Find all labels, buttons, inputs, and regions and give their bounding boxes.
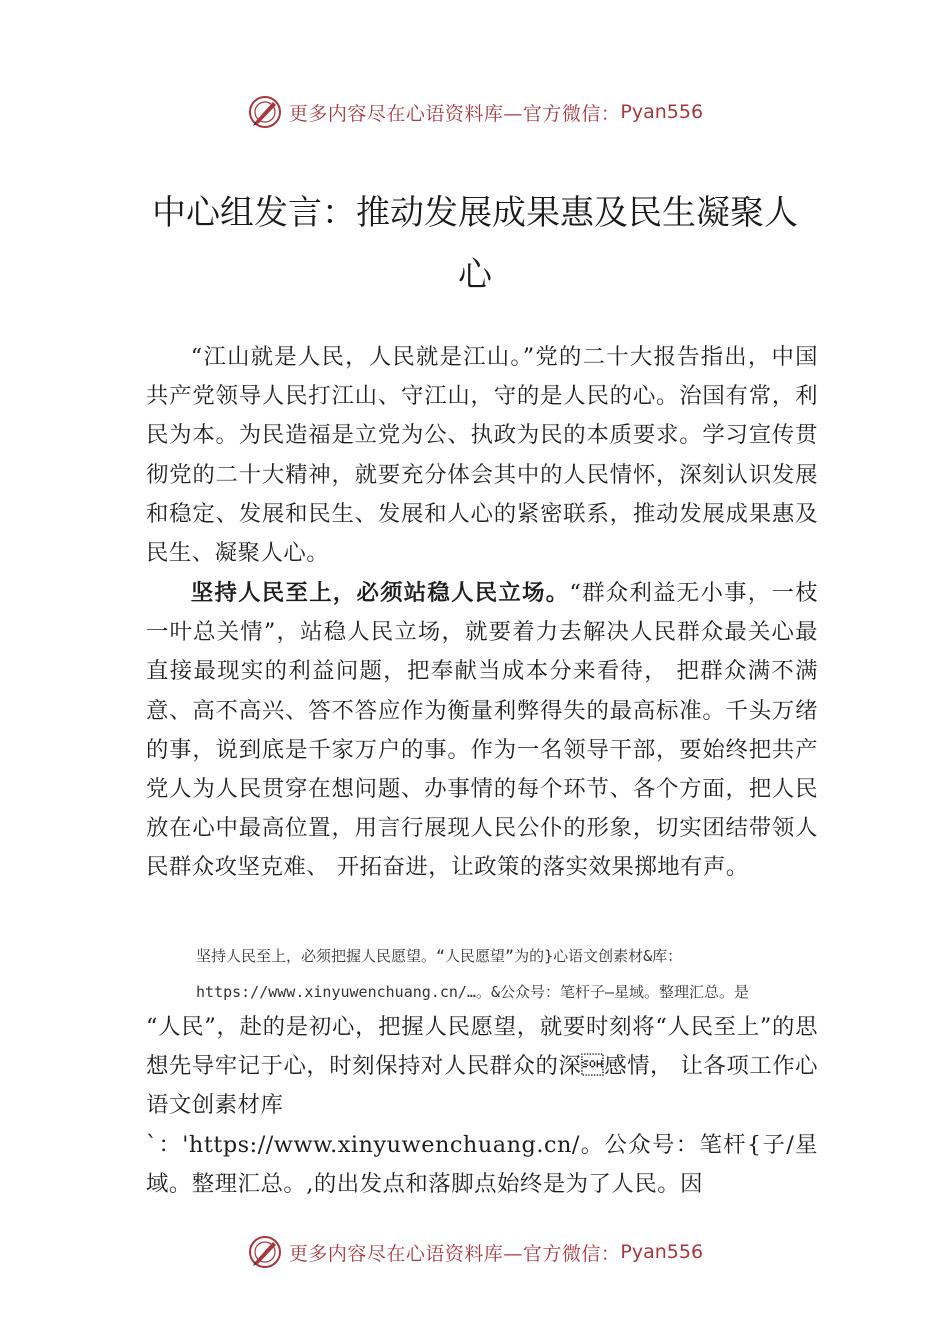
header-watermark-banner bbox=[0, 92, 950, 132]
small-text-block bbox=[196, 938, 816, 1010]
page-title: 中心组发言：推动发展成果惠及民生凝聚人心 bbox=[152, 193, 798, 295]
banner-text: 更多内容尽在心语资料库—官方微信： bbox=[288, 1242, 621, 1265]
paragraph-people-wish-text-a: “人民”，赴的是初心，把握人民愿望，就要时刻将“人民至上”的思想先导牢记于心，时刻保持对人民群众的深感情， 让各项工作心语文创素材库 bbox=[146, 1014, 818, 1119]
paragraph-body: “群众利益无小事，一枝一叶总关情”，站稳人民立场，就要着力去解决人民群众最关心最直接最现实的利益问题，把奉献当成本分来看待， 把群众满不满意、高不高兴、答不答应作为衡量利弊得失的最高标准。千头万绪的事，说到底是千家万户的事。作为一名领导干部，要始终把共产党人为人民贯穿在想问题、办事情的每个环节、各个方面，把人民放在心中最高位置，用言行展现人民公仆的形象，切实团结带领人民群众攻坚克难、 开拓奋进，让政策的落实效果掷地有声。 bbox=[146, 580, 819, 881]
pen-logo-icon bbox=[247, 1234, 283, 1270]
banner-text: 更多内容尽在心语资料库—官方微信： bbox=[288, 102, 621, 125]
paragraph-intro-text: “江山就是人民，人民就是江山。”党的二十大报告指出，中国共产党领导人民打江山、守江山，守的是人民的心。治国有常，利民为本。为民造福是立党为公、执政为民的本质要求。学习宣传贯彻党的二十大精神，就要充分体会其中的人民情怀，深刻认识发展和稳定、发展和民生、发展和人心的紧密联系，推动发展成果惠及民生、凝聚人心。 bbox=[146, 344, 818, 567]
footer-watermark-banner bbox=[0, 1232, 950, 1272]
small-text-line-1: 坚持人民至上，必须把握人民愿望。“人民愿望”为的}心语文创素材&库： bbox=[196, 947, 683, 965]
paragraph-people-stand bbox=[146, 574, 818, 888]
paragraph-intro bbox=[146, 338, 818, 573]
banner-wechat-id: Pyan556 bbox=[620, 1241, 704, 1263]
small-text-line-2: https://www.xinyuwenchuang.cn/…。&公众号：笔杆子—星域。整理汇总。是 bbox=[196, 983, 750, 1001]
paragraph-people-wish bbox=[146, 1008, 818, 1204]
paragraph-people-wish-text-b: `：'https://www.xinyuwenchuang.cn/。公众号：笔杆{子/星域。整理汇总。,的出发点和落脚点始终是为了人民。因 bbox=[146, 1131, 818, 1197]
pen-logo-icon bbox=[247, 94, 283, 130]
paragraph-people-stand-text bbox=[146, 574, 818, 888]
banner-wechat-id: Pyan556 bbox=[620, 101, 704, 123]
paragraph-heading-bold: 坚持人民至上，必须站稳人民立场。 bbox=[190, 580, 570, 606]
